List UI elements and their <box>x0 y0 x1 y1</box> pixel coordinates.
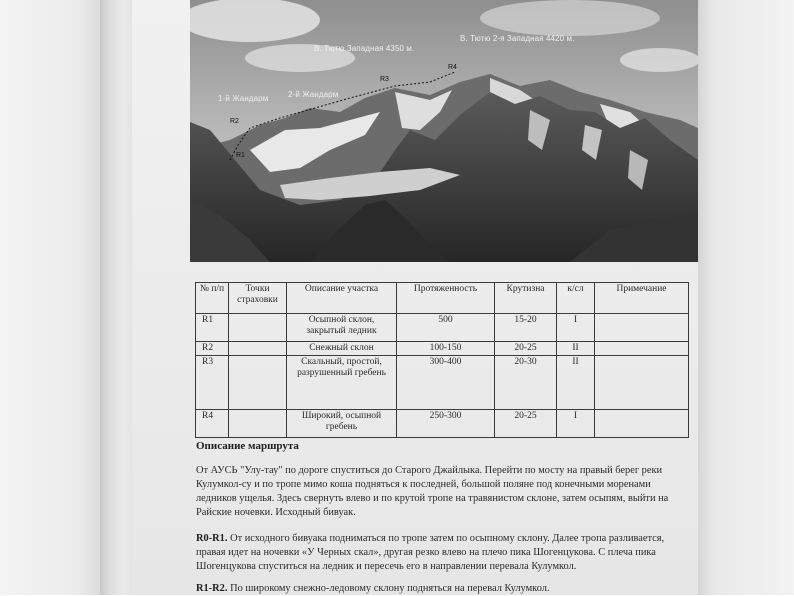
segment-label-r1-r2: R1-R2. <box>196 583 228 594</box>
desk-background-right <box>694 0 794 595</box>
mountain-photo <box>190 0 698 262</box>
col-header-steepness: Крутизна <box>495 283 557 314</box>
cell-description: Скальный, простой, разрушенный гребень <box>287 356 397 410</box>
cell-number: R4 <box>196 410 229 438</box>
mountain-photo-image <box>190 0 698 262</box>
segment-text-r0-r1: От исходного бивуака подниматься по тропе затем по осыпному склону. Далее тропа разливается, правая идет на ночевки «У Черных скал», другая резко влево на плечо пика Шогенцукова. С плеча пика Шогенцукова спуститься на ледник и пересечь его в направлении перевала Кулумкол. <box>196 533 665 572</box>
table-row <box>196 314 689 342</box>
cell-belay <box>229 314 287 342</box>
paragraph-r0-r1 <box>196 532 688 574</box>
route-tag-r1: R1 <box>236 152 245 159</box>
table-row <box>196 410 689 438</box>
route-tag-r4: R4 <box>448 64 457 71</box>
cell-length: 100-150 <box>397 342 495 356</box>
segment-text-r1-r2: По широкому снежно-ледовому склону подняться на перевал Кулумкол. <box>227 583 550 594</box>
cell-description: Осыпной склон, закрытый ледник <box>287 314 397 342</box>
cell-note <box>595 314 689 342</box>
paragraph-intro: От АУСЬ "Улу-тау" по дороге спуститься до Старого Джайлыка. Перейти по мосту на правый берег реки Кулумкол-су и по тропе мимо коша подняться к последней, большой поляне под конечными моренами ледников ущелья. Здесь свернуть влево и по крутой тропе на травянистом склоне, затем осыпям, выйти на Райские ночевки. Исходный бивуак. <box>196 465 669 518</box>
cell-length: 250-300 <box>397 410 495 438</box>
cell-steepness: 15-20 <box>495 314 557 342</box>
col-header-note: Примечание <box>595 283 689 314</box>
cell-grade: I <box>557 314 595 342</box>
book-spine-edge <box>100 0 135 595</box>
segment-label-r0-r1: R0-R1. <box>196 533 228 544</box>
cell-belay <box>229 410 287 438</box>
route-tag-r2: R2 <box>230 118 239 125</box>
cell-number: R2 <box>196 342 229 356</box>
route-table <box>195 282 689 438</box>
route-tag-r3: R3 <box>380 76 389 83</box>
cell-belay <box>229 356 287 410</box>
cell-note <box>595 410 689 438</box>
table-row <box>196 356 689 410</box>
col-header-belay: Точки страховки <box>229 283 287 314</box>
cell-steepness: 20-30 <box>495 356 557 410</box>
table-row <box>196 342 689 356</box>
cell-length: 500 <box>397 314 495 342</box>
cell-steepness: 20-25 <box>495 342 557 356</box>
cell-steepness: 20-25 <box>495 410 557 438</box>
table-header-row <box>196 283 689 314</box>
cell-number: R1 <box>196 314 229 342</box>
cell-grade: II <box>557 342 595 356</box>
gendarme-two-label: 2-й Жандарм <box>288 90 339 99</box>
cell-note <box>595 342 689 356</box>
cell-grade: II <box>557 356 595 410</box>
cell-description: Снежный склон <box>287 342 397 356</box>
cell-description: Широкий, осыпной гребень <box>287 410 397 438</box>
cell-number: R3 <box>196 356 229 410</box>
peak-label-tyutyu-west: В. Тютю Западная 4350 м. <box>314 44 415 53</box>
col-header-grade: к/сл <box>557 283 595 314</box>
col-header-length: Протяженность <box>397 283 495 314</box>
cell-note <box>595 356 689 410</box>
cell-length: 300-400 <box>397 356 495 410</box>
peak-label-tyutyu-second-west: В. Тютю 2-я Западная 4420 м. <box>460 34 575 43</box>
section-title-route-description: Описание маршрута <box>196 440 299 452</box>
cell-grade: I <box>557 410 595 438</box>
cell-belay <box>229 342 287 356</box>
col-header-number: № п/п <box>196 283 229 314</box>
paragraph-r1-r2 <box>196 582 688 596</box>
gendarme-one-label: 1-й Жандарм <box>218 94 269 103</box>
desk-background-left <box>0 0 104 595</box>
col-header-description: Описание участка <box>287 283 397 314</box>
